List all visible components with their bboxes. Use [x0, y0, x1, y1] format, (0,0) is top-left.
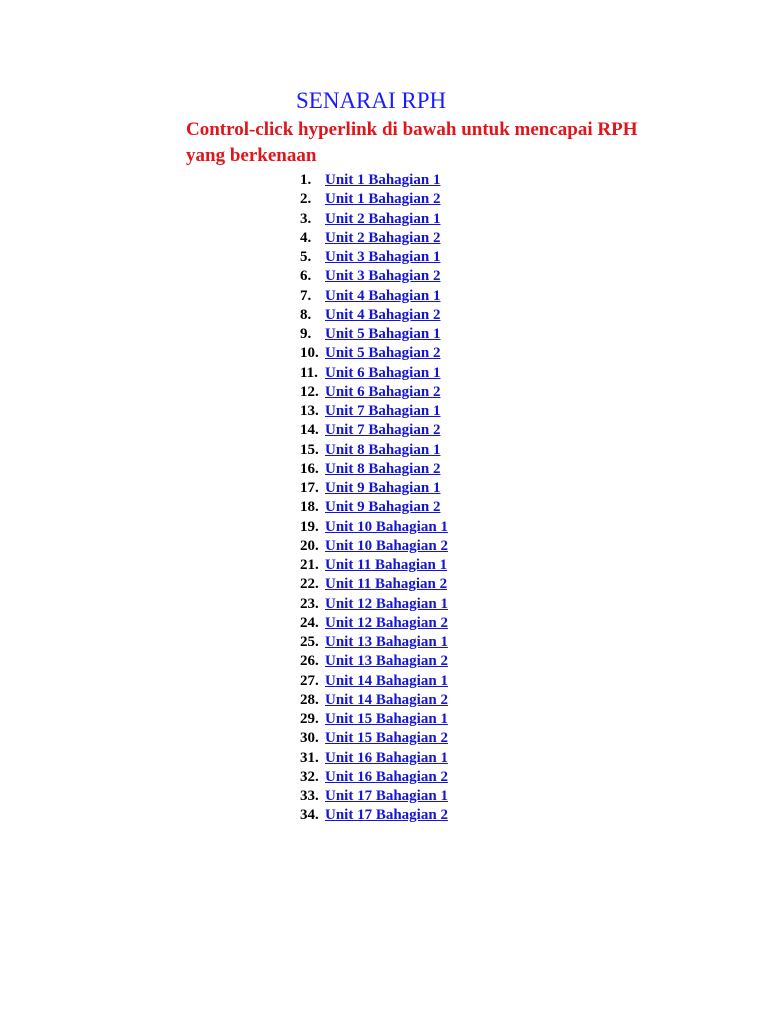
- list-item: [300, 633, 448, 652]
- list-item: [300, 729, 448, 748]
- rph-hyperlink[interactable]: Unit 16 Bahagian 2: [325, 768, 448, 785]
- list-item: [300, 441, 448, 460]
- rph-hyperlink[interactable]: Unit 4 Bahagian 2: [325, 306, 441, 323]
- rph-hyperlink[interactable]: Unit 16 Bahagian 1: [325, 749, 448, 766]
- rph-hyperlink[interactable]: Unit 13 Bahagian 1: [325, 634, 448, 650]
- list-item: [300, 171, 448, 190]
- list-item-number: 30.: [300, 730, 319, 747]
- rph-hyperlink[interactable]: Unit 13 Bahagian 2: [325, 653, 448, 670]
- list-item: [300, 229, 448, 248]
- list-item: [300, 710, 448, 729]
- rph-hyperlink[interactable]: Unit 5 Bahagian 1: [325, 326, 441, 342]
- rph-hyperlink[interactable]: Unit 14 Bahagian 1: [325, 672, 448, 689]
- list-item-number: 14.: [300, 422, 319, 439]
- list-item: [300, 556, 448, 575]
- list-item-number: 3.: [300, 210, 312, 227]
- rph-hyperlink[interactable]: Unit 1 Bahagian 1: [325, 172, 441, 188]
- list-item-number: 18.: [300, 499, 319, 516]
- list-item-number: 28.: [300, 691, 319, 708]
- rph-hyperlink[interactable]: Unit 9 Bahagian 2: [325, 499, 441, 516]
- list-item: [300, 325, 448, 344]
- list-item-number: 19.: [300, 518, 319, 535]
- list-item-number: 4.: [300, 229, 312, 246]
- list-item: [300, 383, 448, 402]
- rph-link-list: [300, 171, 448, 826]
- list-item-number: 23.: [300, 595, 319, 612]
- list-item: [300, 460, 448, 479]
- rph-hyperlink[interactable]: Unit 7 Bahagian 2: [325, 422, 441, 439]
- list-item-number: 15.: [300, 441, 319, 458]
- rph-hyperlink[interactable]: Unit 14 Bahagian 2: [325, 691, 448, 708]
- list-item: [300, 210, 448, 229]
- list-item-number: 25.: [300, 634, 319, 650]
- list-item-number: 24.: [300, 614, 319, 631]
- list-item: [300, 248, 448, 267]
- list-item: [300, 518, 448, 537]
- rph-hyperlink[interactable]: Unit 5 Bahagian 2: [325, 345, 441, 362]
- list-item-number: 11.: [300, 364, 318, 381]
- list-item-number: 34.: [300, 807, 319, 824]
- rph-hyperlink[interactable]: Unit 10 Bahagian 1: [325, 518, 448, 535]
- list-item: [300, 306, 448, 325]
- list-item-number: 2.: [300, 191, 312, 208]
- list-item: [300, 287, 448, 306]
- list-item-number: 17.: [300, 480, 319, 496]
- rph-hyperlink[interactable]: Unit 11 Bahagian 1: [325, 557, 448, 573]
- page-title: SENARAI RPH: [296, 88, 447, 113]
- list-item-number: 20.: [300, 537, 319, 554]
- rph-hyperlink[interactable]: Unit 6 Bahagian 1: [325, 364, 441, 381]
- rph-hyperlink[interactable]: Unit 12 Bahagian 2: [325, 614, 448, 631]
- rph-hyperlink[interactable]: Unit 17 Bahagian 1: [325, 788, 448, 804]
- rph-hyperlink[interactable]: Unit 10 Bahagian 2: [325, 537, 448, 554]
- list-item: [300, 537, 448, 556]
- rph-hyperlink[interactable]: Unit 3 Bahagian 1: [325, 249, 441, 265]
- list-item-number: 9.: [300, 326, 312, 342]
- list-item: [300, 421, 448, 440]
- list-item-number: 22.: [300, 576, 319, 593]
- list-item-number: 33.: [300, 788, 319, 804]
- list-item-number: 10.: [300, 345, 319, 362]
- list-item-number: 26.: [300, 653, 319, 670]
- rph-hyperlink[interactable]: Unit 15 Bahagian 2: [325, 730, 448, 747]
- rph-hyperlink[interactable]: Unit 17 Bahagian 2: [325, 807, 448, 824]
- list-item: [300, 344, 448, 363]
- list-item: [300, 364, 448, 383]
- list-item-number: 1.: [300, 172, 312, 188]
- list-item: [300, 267, 448, 286]
- rph-hyperlink[interactable]: Unit 3 Bahagian 2: [325, 268, 441, 285]
- list-item: [300, 498, 448, 517]
- rph-hyperlink[interactable]: Unit 2 Bahagian 1: [325, 210, 441, 227]
- list-item: [300, 691, 448, 710]
- list-item: [300, 190, 448, 209]
- instruction-text: Control-click hyperlink di bawah untuk mencapai RPH yang berkenaan: [186, 119, 638, 166]
- rph-hyperlink[interactable]: Unit 6 Bahagian 2: [325, 383, 441, 400]
- list-item: [300, 749, 448, 768]
- list-item: [300, 479, 448, 498]
- list-item-number: 6.: [300, 268, 312, 285]
- list-item: [300, 806, 448, 825]
- list-item-number: 13.: [300, 403, 319, 419]
- rph-hyperlink[interactable]: Unit 8 Bahagian 1: [325, 441, 441, 458]
- list-item-number: 5.: [300, 249, 312, 265]
- list-item-number: 31.: [300, 749, 319, 766]
- rph-hyperlink[interactable]: Unit 8 Bahagian 2: [325, 460, 441, 477]
- rph-hyperlink[interactable]: Unit 15 Bahagian 1: [325, 711, 448, 727]
- rph-hyperlink[interactable]: Unit 9 Bahagian 1: [325, 480, 441, 496]
- list-item-number: 21.: [300, 557, 319, 573]
- list-item-number: 27.: [300, 672, 319, 689]
- list-item: [300, 595, 448, 614]
- list-item-number: 29.: [300, 711, 319, 727]
- list-item: [300, 787, 448, 806]
- list-item: [300, 575, 448, 594]
- list-item: [300, 402, 448, 421]
- list-item-number: 12.: [300, 383, 319, 400]
- list-item-number: 7.: [300, 287, 312, 304]
- list-item: [300, 614, 448, 633]
- list-item: [300, 672, 448, 691]
- rph-hyperlink[interactable]: Unit 2 Bahagian 2: [325, 229, 441, 246]
- rph-hyperlink[interactable]: Unit 4 Bahagian 1: [325, 287, 441, 304]
- list-item: [300, 652, 448, 671]
- list-item-number: 8.: [300, 306, 312, 323]
- list-item: [300, 768, 448, 787]
- rph-hyperlink[interactable]: Unit 7 Bahagian 1: [325, 403, 441, 419]
- list-item-number: 32.: [300, 768, 319, 785]
- list-item-number: 16.: [300, 460, 319, 477]
- rph-hyperlink[interactable]: Unit 1 Bahagian 2: [325, 191, 441, 208]
- rph-hyperlink[interactable]: Unit 12 Bahagian 1: [325, 595, 448, 612]
- rph-hyperlink[interactable]: Unit 11 Bahagian 2: [325, 576, 448, 593]
